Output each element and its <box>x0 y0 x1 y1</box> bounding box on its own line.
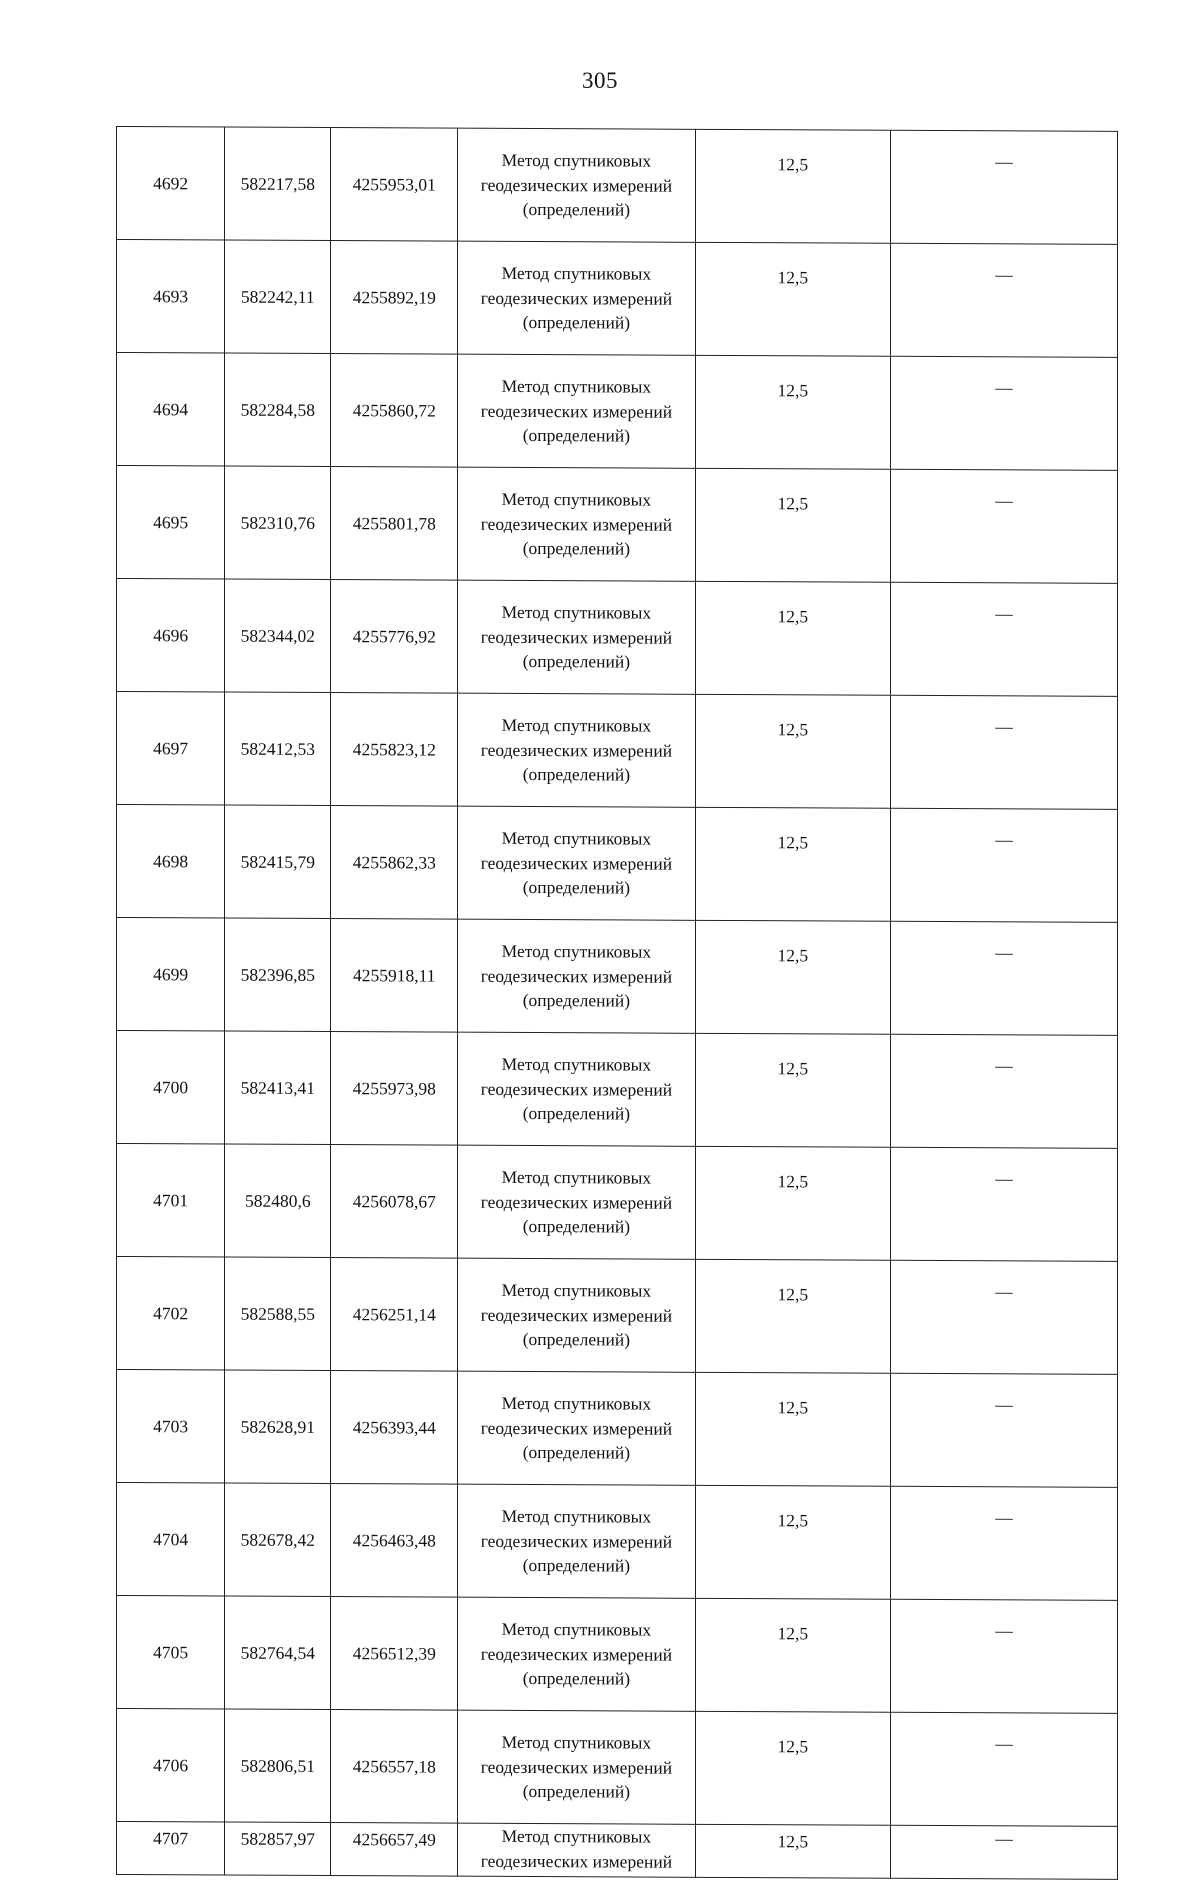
point-number-cell: 4692 <box>117 127 225 241</box>
method-line: геодезических измерений <box>480 287 673 309</box>
method-line: (определений) <box>522 990 631 1011</box>
x-coordinate-cell: 582284,58 <box>225 353 331 467</box>
x-coordinate-cell: 582242,11 <box>225 240 331 354</box>
table-row <box>117 1144 1118 1262</box>
method-line: Метод спутниковых <box>501 1393 652 1414</box>
method-cell <box>458 1484 695 1598</box>
method-cell <box>458 128 695 242</box>
method-cell <box>458 1597 695 1711</box>
y-coordinate-cell: 4255860,72 <box>331 354 458 468</box>
method-line: геодезических измерений <box>480 1191 673 1213</box>
method-line: Метод спутниковых <box>501 1054 652 1075</box>
method-line: (определений) <box>522 199 631 220</box>
accuracy-cell: 12,5 <box>695 694 891 808</box>
accuracy-cell: 12,5 <box>695 129 891 243</box>
x-coordinate-cell: 582480,6 <box>225 1144 331 1258</box>
table-row <box>117 127 1118 245</box>
method-line: Метод спутниковых <box>501 1825 652 1847</box>
point-number-cell: 4701 <box>117 1144 225 1258</box>
note-cell: — <box>891 1034 1118 1148</box>
point-number-cell: 4699 <box>117 918 225 1032</box>
note-cell: — <box>891 356 1118 470</box>
accuracy-cell: 12,5 <box>695 807 891 921</box>
method-line: (определений) <box>522 1555 631 1576</box>
method-line: геодезических измерений <box>480 1304 673 1326</box>
point-number-cell: 4704 <box>117 1483 225 1597</box>
method-line: Метод спутниковых <box>501 828 652 849</box>
method-line: геодезических измерений <box>480 1078 673 1100</box>
y-coordinate-cell: 4255973,98 <box>331 1032 458 1146</box>
method-line: Метод спутниковых <box>501 150 652 171</box>
point-number-cell: 4693 <box>117 240 225 354</box>
note-cell: — <box>891 1373 1118 1487</box>
table-row <box>117 1031 1118 1149</box>
point-number-cell: 4696 <box>117 579 225 693</box>
method-cell <box>458 806 695 920</box>
method-line: (определений) <box>522 538 631 559</box>
note-cell: — <box>891 1825 1118 1879</box>
point-number-cell: 4697 <box>117 692 225 806</box>
x-coordinate-cell: 582857,97 <box>225 1822 331 1876</box>
note-cell: — <box>891 1147 1118 1261</box>
note-cell: — <box>891 1260 1118 1374</box>
note-cell: — <box>891 130 1118 244</box>
note-cell: — <box>891 1712 1118 1826</box>
method-cell <box>458 1371 695 1485</box>
method-line: геодезических измерений <box>480 513 673 535</box>
method-cell <box>458 1145 695 1259</box>
method-line: геодезических измерений <box>480 1756 673 1778</box>
note-cell: — <box>891 243 1118 357</box>
y-coordinate-cell: 4256557,18 <box>331 1710 458 1824</box>
method-cell <box>458 241 695 355</box>
note-cell: — <box>891 469 1118 583</box>
table-row <box>117 1822 1118 1880</box>
method-line: (определений) <box>522 651 631 672</box>
coordinates-table <box>116 126 1118 1880</box>
y-coordinate-cell: 4256078,67 <box>331 1145 458 1259</box>
table-row <box>117 805 1118 923</box>
x-coordinate-cell: 582588,55 <box>225 1257 331 1371</box>
y-coordinate-cell: 4255918,11 <box>331 919 458 1033</box>
y-coordinate-cell: 4256463,48 <box>331 1484 458 1598</box>
accuracy-cell: 12,5 <box>695 1372 891 1486</box>
table-row <box>117 918 1118 1036</box>
point-number-cell: 4702 <box>117 1257 225 1371</box>
method-line: Метод спутниковых <box>501 263 652 284</box>
point-number-cell: 4698 <box>117 805 225 919</box>
method-line: Метод спутниковых <box>501 1167 652 1188</box>
method-line: (определений) <box>522 1781 631 1802</box>
table-row <box>117 1483 1118 1601</box>
method-line: (определений) <box>522 1442 631 1463</box>
method-cell <box>458 467 695 581</box>
method-line: (определений) <box>522 877 631 898</box>
accuracy-cell: 12,5 <box>695 355 891 469</box>
method-line: Метод спутниковых <box>501 1506 652 1527</box>
method-line: (определений) <box>522 425 631 446</box>
method-line: Метод спутниковых <box>501 1619 652 1640</box>
method-line: Метод спутниковых <box>501 602 652 623</box>
x-coordinate-cell: 582415,79 <box>225 805 331 919</box>
note-cell: — <box>891 1599 1118 1713</box>
note-cell: — <box>891 1486 1118 1600</box>
accuracy-cell: 12,5 <box>695 1146 891 1260</box>
table-body <box>117 127 1118 1880</box>
y-coordinate-cell: 4256393,44 <box>331 1371 458 1485</box>
method-cell <box>458 919 695 1033</box>
y-coordinate-cell: 4255776,92 <box>331 580 458 694</box>
point-number-cell: 4706 <box>117 1709 225 1823</box>
method-line: (определений) <box>522 312 631 333</box>
note-cell: — <box>891 808 1118 922</box>
y-coordinate-cell: 4255801,78 <box>331 467 458 581</box>
method-line: (определений) <box>522 1103 631 1124</box>
point-number-cell: 4707 <box>117 1822 225 1876</box>
method-line: геодезических измерений <box>480 626 673 648</box>
method-line: геодезических измерений <box>480 174 673 196</box>
x-coordinate-cell: 582396,85 <box>225 918 331 1032</box>
point-number-cell: 4694 <box>117 353 225 467</box>
accuracy-cell: 12,5 <box>695 920 891 1034</box>
method-cell <box>458 354 695 468</box>
point-number-cell: 4703 <box>117 1370 225 1484</box>
x-coordinate-cell: 582344,02 <box>225 579 331 693</box>
method-line: геодезических измерений <box>480 400 673 422</box>
method-cell <box>458 580 695 694</box>
method-line: Метод спутниковых <box>501 489 652 510</box>
table-row <box>117 1257 1118 1375</box>
method-cell <box>458 1032 695 1146</box>
y-coordinate-cell: 4255823,12 <box>331 693 458 807</box>
x-coordinate-cell: 582628,91 <box>225 1370 331 1484</box>
y-coordinate-cell: 4256657,49 <box>331 1823 458 1877</box>
table-row <box>117 692 1118 810</box>
accuracy-cell: 12,5 <box>695 1259 891 1373</box>
method-line: Метод спутниковых <box>501 376 652 397</box>
y-coordinate-cell: 4255862,33 <box>331 806 458 920</box>
point-number-cell: 4700 <box>117 1031 225 1145</box>
accuracy-cell: 12,5 <box>695 1485 891 1599</box>
accuracy-cell: 12,5 <box>695 1598 891 1712</box>
page-number: 305 <box>582 68 618 93</box>
x-coordinate-cell: 582678,42 <box>225 1483 331 1597</box>
accuracy-cell: 12,5 <box>695 1711 891 1825</box>
x-coordinate-cell: 582413,41 <box>225 1031 331 1145</box>
note-cell: — <box>891 695 1118 809</box>
method-line: Метод спутниковых <box>501 715 652 736</box>
method-cell <box>458 1823 695 1877</box>
accuracy-cell: 12,5 <box>695 242 891 356</box>
accuracy-cell: 12,5 <box>695 581 891 695</box>
accuracy-cell: 12,5 <box>695 468 891 582</box>
table-row <box>117 1370 1118 1488</box>
method-cell <box>458 1258 695 1372</box>
y-coordinate-cell: 4255892,19 <box>331 241 458 355</box>
table-row <box>117 1709 1118 1827</box>
table-row <box>117 579 1118 697</box>
method-line: геодезических измерений <box>480 852 673 874</box>
method-line: (определений) <box>522 1216 631 1237</box>
accuracy-cell: 12,5 <box>695 1033 891 1147</box>
x-coordinate-cell: 582412,53 <box>225 692 331 806</box>
note-cell: — <box>891 582 1118 696</box>
method-line: (определений) <box>522 764 631 785</box>
table-row <box>117 240 1118 358</box>
method-line: геодезических измерений <box>480 1417 673 1439</box>
y-coordinate-cell: 4256512,39 <box>331 1597 458 1711</box>
method-line: Метод спутниковых <box>501 941 652 962</box>
method-cell <box>458 693 695 807</box>
method-line: геодезических измерений <box>480 1530 673 1552</box>
x-coordinate-cell: 582310,76 <box>225 466 331 580</box>
method-line: (определений) <box>522 1668 631 1689</box>
table-row <box>117 466 1118 584</box>
point-number-cell: 4705 <box>117 1596 225 1710</box>
method-line: геодезических измерений <box>480 739 673 761</box>
method-line: (определений) <box>522 1329 631 1350</box>
method-line: геодезических измерений <box>480 1850 673 1872</box>
method-line: геодезических измерений <box>480 1643 673 1665</box>
method-line: Метод спутниковых <box>501 1732 652 1753</box>
x-coordinate-cell: 582217,58 <box>225 127 331 241</box>
accuracy-cell: 12,5 <box>695 1824 891 1878</box>
table-row <box>117 353 1118 471</box>
table-row <box>117 1596 1118 1714</box>
method-line: геодезических измерений <box>480 965 673 987</box>
x-coordinate-cell: 582764,54 <box>225 1596 331 1710</box>
method-cell <box>458 1710 695 1824</box>
method-line: Метод спутниковых <box>501 1280 652 1301</box>
y-coordinate-cell: 4256251,14 <box>331 1258 458 1372</box>
point-number-cell: 4695 <box>117 466 225 580</box>
y-coordinate-cell: 4255953,01 <box>331 128 458 242</box>
note-cell: — <box>891 921 1118 1035</box>
x-coordinate-cell: 582806,51 <box>225 1709 331 1823</box>
